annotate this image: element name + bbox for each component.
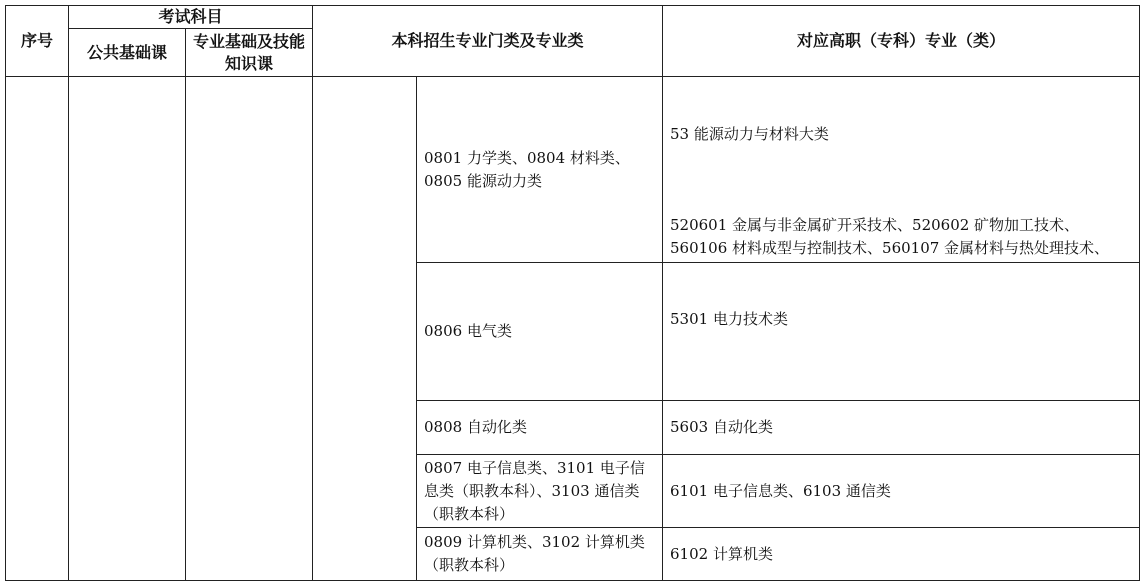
table-cell-vocational: [670, 401, 1134, 454]
table-border-right: [1139, 5, 1140, 581]
table-cell-vocational: [670, 262, 1134, 400]
header-vocational-major: 对应高职（专科）专业（类）: [796, 31, 1005, 50]
undergrad-text: 0809 计算机类、3102 计算机类（职教本科）: [424, 533, 645, 574]
vocational-title: 53 能源动力与材料大类: [670, 125, 829, 143]
vocational-detail: [670, 398, 1134, 400]
table-cell-vocational: [670, 528, 1134, 580]
vocational-detail: 520601 金属与非金属矿开采技术、520602 矿物加工技术、560106 材料成型与控制技术、560107 金属材料与热处理技术、: [670, 216, 1110, 257]
table-cell-undergrad: [424, 401, 656, 454]
table-cell-vocational: [670, 77, 1134, 262]
undergrad-text: 0806 电气类: [424, 322, 512, 340]
table-border-left: [5, 5, 6, 581]
vocational-title: 6101 电子信息类、6103 通信类: [670, 481, 891, 500]
header-undergrad-category: 本科招生专业门类及专业类: [391, 31, 584, 50]
vocational-title: 5301 电力技术类: [670, 310, 788, 328]
table-cell-undergrad: [424, 455, 656, 527]
col-divider: [185, 28, 186, 581]
header-public-course: 公共基础课: [86, 42, 167, 62]
undergrad-text: 0807 电子信息类、3101 电子信息类（职教本科）、3103 通信类（职教本科）: [424, 458, 645, 523]
table-border-bottom: [5, 580, 1140, 581]
table-cell-undergrad: [424, 77, 656, 262]
col-divider: [68, 5, 69, 581]
table-cell-undergrad: [424, 528, 656, 580]
header-index: 序号: [20, 31, 53, 50]
undergrad-text: 0808 自动化类: [424, 418, 527, 436]
vocational-title: 5603 自动化类: [670, 418, 773, 436]
col-divider: [662, 5, 663, 581]
col-divider: [312, 5, 313, 581]
col-divider: [416, 76, 417, 581]
header-exam-subjects: 考试科目: [158, 7, 223, 26]
undergrad-text: 0801 力学类、0804 材料类、0805 能源动力类: [424, 148, 630, 190]
vocational-title: 6102 计算机类: [670, 544, 773, 563]
table-cell-undergrad: [424, 263, 656, 400]
table-cell-vocational: [670, 455, 1134, 527]
header-professional-course: 专业基础及技能知识课: [193, 31, 306, 73]
